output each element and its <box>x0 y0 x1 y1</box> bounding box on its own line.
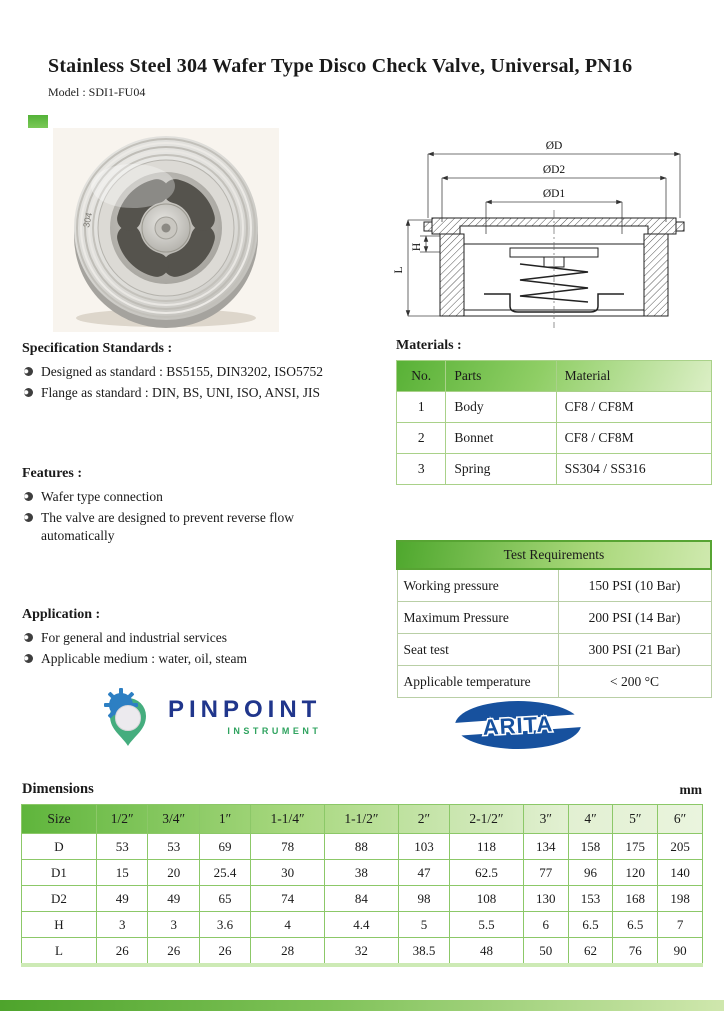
dim-col-header: 1″ <box>199 805 250 834</box>
dim-col-header: 2-1/2″ <box>450 805 524 834</box>
list-item-text: Wafer type connection <box>41 489 163 504</box>
dim-value-cell: 84 <box>325 886 399 912</box>
technical-drawing <box>392 132 716 332</box>
dim-value-cell: 3 <box>148 912 199 938</box>
table-row <box>22 834 703 860</box>
dim-value-cell: 20 <box>148 860 199 886</box>
bullet-icon <box>24 492 33 501</box>
arita-name: ARITA <box>482 711 554 740</box>
dim-value-cell: 15 <box>97 860 148 886</box>
pinpoint-name: PINPOINT <box>168 696 322 723</box>
dim-value-cell: 140 <box>658 860 703 886</box>
table-row <box>397 423 712 454</box>
application-heading: Application : <box>22 607 101 622</box>
dim-value-cell: 26 <box>199 938 250 966</box>
list-item <box>22 650 362 668</box>
svg-text:304: 304 <box>81 211 95 229</box>
dim-value-cell: 32 <box>325 938 399 966</box>
pinpoint-subtitle: INSTRUMENT <box>227 726 322 736</box>
valve-photo-illustration <box>53 128 279 332</box>
bullet-icon <box>24 388 33 397</box>
dim-value-cell: 3.6 <box>199 912 250 938</box>
dim-value-cell: 118 <box>450 834 524 860</box>
dim-value-cell: 65 <box>199 886 250 912</box>
dim-value-cell: 103 <box>398 834 449 860</box>
dim-value-cell: 6 <box>523 912 568 938</box>
dim-value-cell: 62.5 <box>450 860 524 886</box>
dim-value-cell: 48 <box>450 938 524 966</box>
table-row <box>397 602 711 634</box>
bullet-icon <box>24 633 33 642</box>
cell-no: 1 <box>397 392 446 423</box>
dim-value-cell: 38.5 <box>398 938 449 966</box>
dim-value-cell: 168 <box>613 886 658 912</box>
dim-size-header: Size <box>22 805 97 834</box>
pinpoint-gear-pin-icon <box>100 686 156 748</box>
list-item <box>22 363 386 381</box>
cell-material: CF8 / CF8M <box>556 392 711 423</box>
dim-value-cell: 205 <box>658 834 703 860</box>
dim-value-cell: 158 <box>568 834 613 860</box>
list-item-text: The valve are designed to prevent reverse flow automatically <box>41 510 295 543</box>
dim-value-cell: 53 <box>148 834 199 860</box>
dim-value-cell: 25.4 <box>199 860 250 886</box>
dim-value-cell: 130 <box>523 886 568 912</box>
cell-part: Spring <box>446 454 556 485</box>
green-tag <box>28 115 48 128</box>
list-item <box>22 509 313 545</box>
table-row <box>22 938 703 966</box>
test-name: Seat test <box>397 634 558 666</box>
dim-value-cell: 153 <box>568 886 613 912</box>
dim-row-label: H <box>22 912 97 938</box>
dimensions-heading: Dimensions <box>22 781 94 797</box>
pinpoint-wordmark <box>168 698 321 736</box>
dim-value-cell: 26 <box>97 938 148 966</box>
application-section <box>22 607 362 668</box>
arita-logo <box>452 698 584 757</box>
dim-value-cell: 6.5 <box>568 912 613 938</box>
dim-value-cell: 120 <box>613 860 658 886</box>
dim-col-header: 2″ <box>398 805 449 834</box>
dim-value-cell: 38 <box>325 860 399 886</box>
dim-row-label: D <box>22 834 97 860</box>
test-requirements-heading: Test Requirements <box>397 541 711 569</box>
pinpoint-logo <box>100 686 321 748</box>
test-requirements-section <box>396 540 714 698</box>
dim-value-cell: 47 <box>398 860 449 886</box>
materials-heading: Materials : <box>396 338 462 353</box>
list-item-text: Flange as standard : DIN, BS, UNI, ISO, ANSI, JIS <box>41 385 320 400</box>
dim-value-cell: 78 <box>251 834 325 860</box>
dim-value-cell: 3 <box>97 912 148 938</box>
spec-standards-heading: Specification Standards : <box>22 341 173 356</box>
test-header-row <box>397 541 711 569</box>
dim-value-cell: 6.5 <box>613 912 658 938</box>
list-item-text: Designed as standard : BS5155, DIN3202, ISO5752 <box>41 364 323 379</box>
cell-no: 3 <box>397 454 446 485</box>
dim-value-cell: 90 <box>658 938 703 966</box>
dim-col-header: 3/4″ <box>148 805 199 834</box>
materials-table <box>396 360 712 485</box>
dim-value-cell: 30 <box>251 860 325 886</box>
dim-col-header: 1-1/4″ <box>251 805 325 834</box>
table-row <box>22 860 703 886</box>
valve-photo <box>53 128 279 332</box>
list-item-text: Applicable medium : water, oil, steam <box>41 651 248 666</box>
dim-value-cell: 134 <box>523 834 568 860</box>
cell-part: Bonnet <box>446 423 556 454</box>
table-row <box>397 392 712 423</box>
dim-value-cell: 98 <box>398 886 449 912</box>
dim-col-header: 3″ <box>523 805 568 834</box>
dim-value-cell: 175 <box>613 834 658 860</box>
test-value: 150 PSI (10 Bar) <box>558 569 711 602</box>
dim-col-header: 1/2″ <box>97 805 148 834</box>
materials-section <box>396 338 714 485</box>
dim-col-header: 4″ <box>568 805 613 834</box>
dim-value-cell: 62 <box>568 938 613 966</box>
features-heading: Features : <box>22 466 82 481</box>
cell-part: Body <box>446 392 556 423</box>
dim-value-cell: 4 <box>251 912 325 938</box>
model-number: Model : SDI1-FU04 <box>48 85 146 99</box>
table-row <box>22 912 703 938</box>
dim-value-cell: 50 <box>523 938 568 966</box>
col-header-no: No. <box>397 361 446 392</box>
col-header-parts: Parts <box>446 361 556 392</box>
dim-row-label: D1 <box>22 860 97 886</box>
page-title: Stainless Steel 304 Wafer Type Disco Check Valve, Universal, PN16 <box>48 55 633 77</box>
test-value: 200 PSI (14 Bar) <box>558 602 711 634</box>
dim-value-cell: 77 <box>523 860 568 886</box>
unit-label: mm <box>679 782 702 797</box>
materials-header-row <box>397 361 712 392</box>
list-item <box>22 629 362 647</box>
arita-lens-icon <box>452 698 584 752</box>
dim-label-od: ØD <box>545 140 563 152</box>
valve-section-drawing <box>392 132 716 332</box>
test-requirements-table <box>396 540 712 698</box>
dim-value-cell: 53 <box>97 834 148 860</box>
dim-value-cell: 28 <box>251 938 325 966</box>
dim-col-header: 1-1/2″ <box>325 805 399 834</box>
dim-value-cell: 5.5 <box>450 912 524 938</box>
table-row <box>397 634 711 666</box>
dim-value-cell: 4.4 <box>325 912 399 938</box>
dim-value-cell: 49 <box>97 886 148 912</box>
col-header-material: Material <box>556 361 711 392</box>
dim-label-od1: ØD1 <box>542 188 566 200</box>
dim-value-cell: 76 <box>613 938 658 966</box>
cell-material: SS304 / SS316 <box>556 454 711 485</box>
dim-row-label: D2 <box>22 886 97 912</box>
test-name: Applicable temperature <box>397 666 558 698</box>
dim-label-od2: ØD2 <box>542 164 566 176</box>
dim-value-cell: 74 <box>251 886 325 912</box>
dimensions-table <box>21 804 703 967</box>
dimensions-header-row <box>22 805 703 834</box>
cell-material: CF8 / CF8M <box>556 423 711 454</box>
dim-value-cell: 96 <box>568 860 613 886</box>
list-item <box>22 488 313 506</box>
dim-value-cell: 26 <box>148 938 199 966</box>
test-value: < 200 °C <box>558 666 711 698</box>
dim-col-header: 5″ <box>613 805 658 834</box>
table-row <box>397 454 712 485</box>
features-section <box>22 466 322 545</box>
test-value: 300 PSI (21 Bar) <box>558 634 711 666</box>
dim-row-label: L <box>22 938 97 966</box>
cell-no: 2 <box>397 423 446 454</box>
dim-col-header: 6″ <box>658 805 703 834</box>
list-item-text: For general and industrial services <box>41 630 227 645</box>
dim-value-cell: 7 <box>658 912 703 938</box>
dim-value-cell: 198 <box>658 886 703 912</box>
footer-accent-bar <box>0 1000 724 1011</box>
list-item <box>22 384 386 402</box>
table-row <box>22 886 703 912</box>
test-name: Working pressure <box>397 569 558 602</box>
bullet-icon <box>24 513 33 522</box>
dim-value-cell: 88 <box>325 834 399 860</box>
spec-standards-section <box>22 341 386 402</box>
bullet-icon <box>24 367 33 376</box>
dim-value-cell: 49 <box>148 886 199 912</box>
test-name: Maximum Pressure <box>397 602 558 634</box>
dim-label-l: L <box>393 266 405 274</box>
dim-value-cell: 5 <box>398 912 449 938</box>
table-row <box>397 569 711 602</box>
dim-label-h: H <box>411 242 423 252</box>
dim-value-cell: 108 <box>450 886 524 912</box>
table-row <box>397 666 711 698</box>
bullet-icon <box>24 654 33 663</box>
dim-value-cell: 69 <box>199 834 250 860</box>
